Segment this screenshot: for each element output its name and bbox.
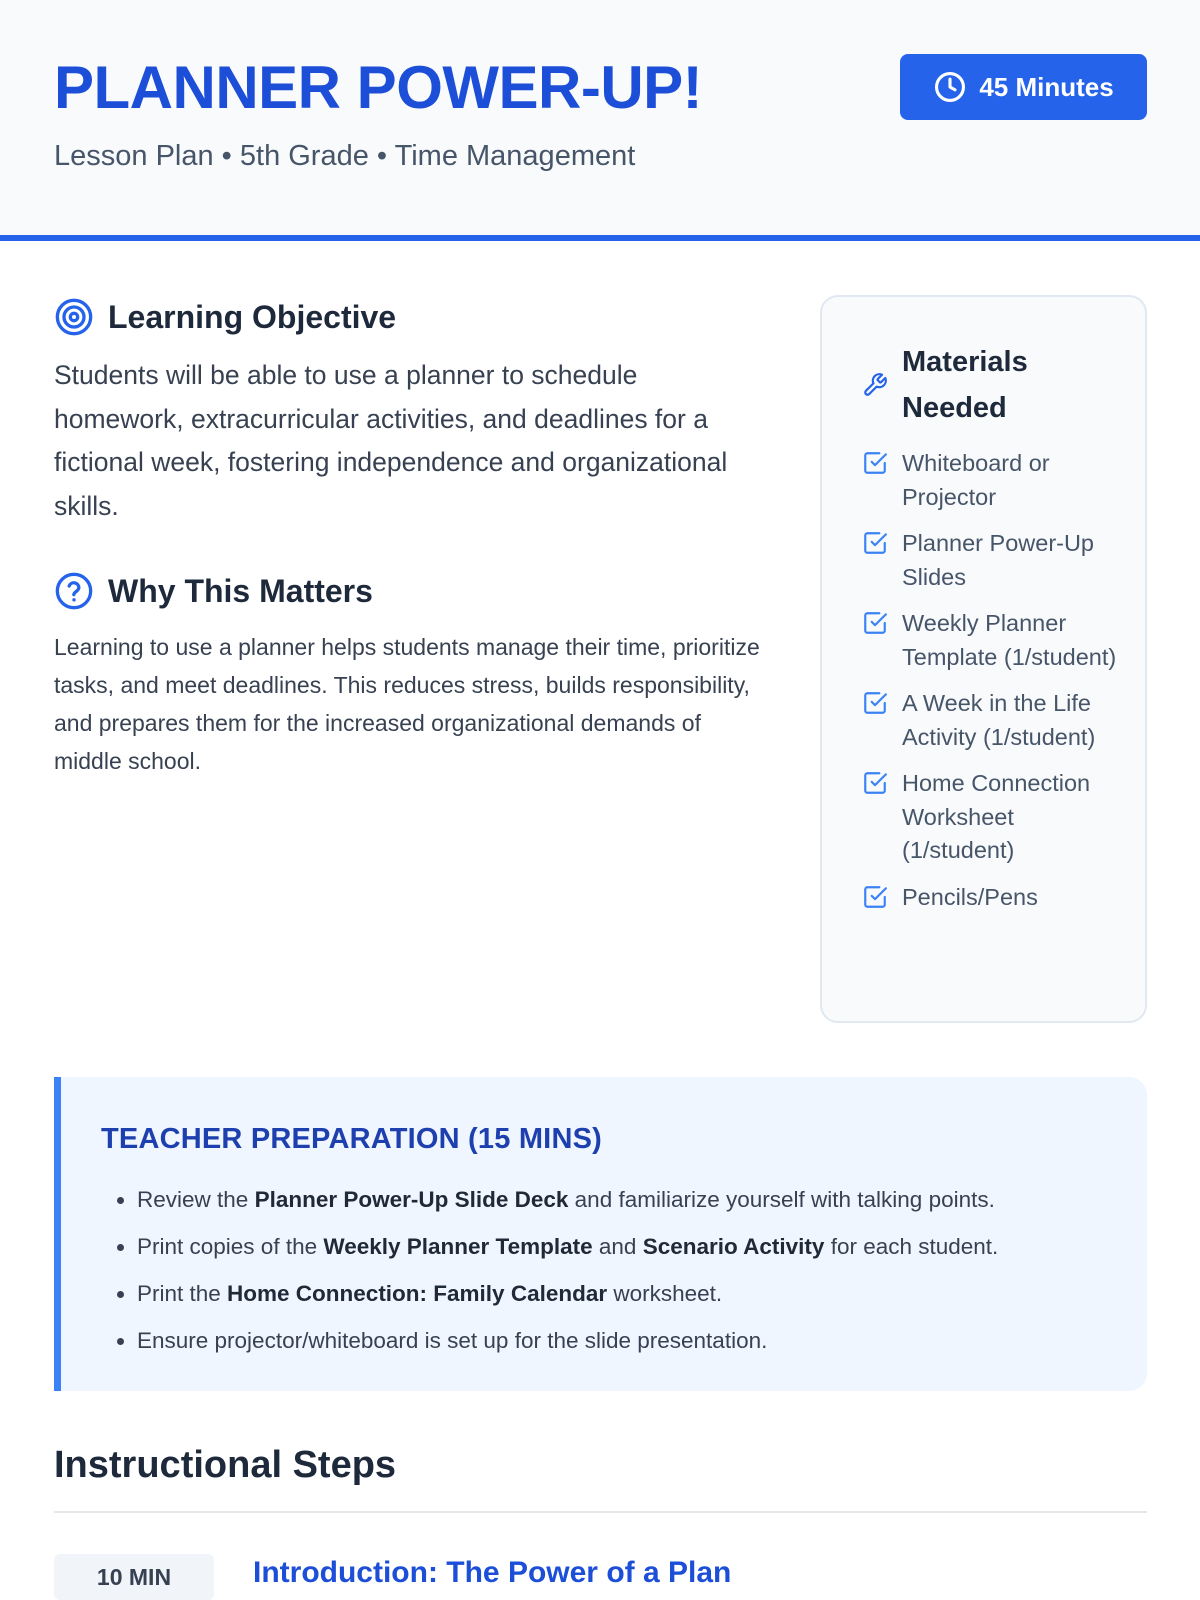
- objective-heading: Learning Objective: [108, 298, 397, 335]
- preparation-item-text: worksheet.: [607, 1281, 723, 1306]
- materials-item: [862, 447, 1132, 514]
- preparation-item-emphasis: Home Connection: Family Calendar: [227, 1281, 608, 1306]
- materials-item: [862, 687, 1132, 754]
- steps-heading: Instructional Steps: [54, 1444, 397, 1486]
- preparation-list: [137, 1176, 1137, 1364]
- checkbox-checked-icon: [862, 690, 888, 716]
- materials-heading-row: [862, 339, 1072, 431]
- target-icon: [54, 297, 94, 337]
- materials-item-label: A Week in the Life Activity (1/student): [902, 690, 1096, 750]
- materials-item: [862, 527, 1132, 594]
- checkbox-checked-icon: [862, 450, 888, 476]
- materials-item-label: Pencils/Pens: [902, 883, 1038, 910]
- objective-text: Students will be able to use a planner to schedule homework, extracurricular activities, and deadlines for a fictional week, fostering independence and organizational skills.: [54, 360, 728, 521]
- duration-label: 45 Minutes: [979, 71, 1114, 102]
- preparation-item-emphasis: Scenario Activity: [642, 1234, 825, 1259]
- preparation-item: [137, 1270, 1137, 1317]
- page-title: PLANNER POWER-UP!: [54, 54, 703, 121]
- preparation-item-text: and familiarize yourself with talking points.: [568, 1187, 995, 1212]
- preparation-item: [137, 1223, 1137, 1270]
- page-subtitle: Lesson Plan • 5th Grade • Time Management: [54, 140, 636, 172]
- why-heading: Why This Matters: [108, 572, 373, 609]
- materials-item-label: Weekly Planner Template (1/student): [902, 610, 1117, 670]
- materials-card: [820, 295, 1147, 1023]
- duration-badge: [900, 54, 1147, 120]
- checkbox-checked-icon: [862, 530, 888, 556]
- preparation-item-text: for each student.: [824, 1234, 999, 1259]
- clock-icon: [933, 70, 967, 104]
- materials-heading: Materials Needed: [902, 346, 1028, 424]
- objective-heading-row: [54, 297, 396, 337]
- preparation-item-text: Review the: [137, 1187, 255, 1212]
- materials-item-label: Planner Power-Up Slides: [902, 530, 1095, 590]
- checkbox-checked-icon: [862, 770, 888, 796]
- preparation-item-text: Ensure projector/whiteboard is set up for the slide presentation.: [137, 1328, 768, 1353]
- materials-item: [862, 607, 1132, 674]
- preparation-item-emphasis: Weekly Planner Template: [323, 1234, 593, 1259]
- preparation-item: [137, 1317, 1137, 1364]
- preparation-item-text: and: [592, 1234, 643, 1259]
- preparation-item-text: Print the: [137, 1281, 228, 1306]
- materials-item-label: Whiteboard or Projector: [902, 450, 1050, 510]
- why-text: Learning to use a planner helps students manage their time, prioritize tasks, and meet deadlines. This reduces stress, builds responsibility, and prepares them for the increased organizational demands of middle school.: [54, 634, 760, 774]
- step-title: Introduction: The Power of a Plan: [253, 1556, 732, 1589]
- materials-item: [862, 881, 1132, 915]
- checkbox-checked-icon: [862, 610, 888, 636]
- lesson-header: [0, 0, 1200, 241]
- preparation-item-text: Print copies of the: [137, 1234, 324, 1259]
- materials-item: [862, 767, 1132, 868]
- step-time-badge: 10 MIN: [54, 1554, 214, 1600]
- materials-list: [862, 447, 1132, 927]
- why-heading-row: [54, 571, 373, 611]
- divider: [54, 1511, 1147, 1513]
- preparation-item: [137, 1176, 1137, 1223]
- question-circle-icon: [54, 571, 94, 611]
- preparation-item-emphasis: Planner Power-Up Slide Deck: [254, 1187, 569, 1212]
- preparation-heading: TEACHER PREPARATION (15 MINS): [101, 1123, 602, 1155]
- wrench-icon: [862, 372, 888, 398]
- checkbox-checked-icon: [862, 884, 888, 910]
- teacher-preparation-box: [54, 1077, 1147, 1391]
- materials-item-label: Home Connection Worksheet (1/student): [902, 770, 1091, 863]
